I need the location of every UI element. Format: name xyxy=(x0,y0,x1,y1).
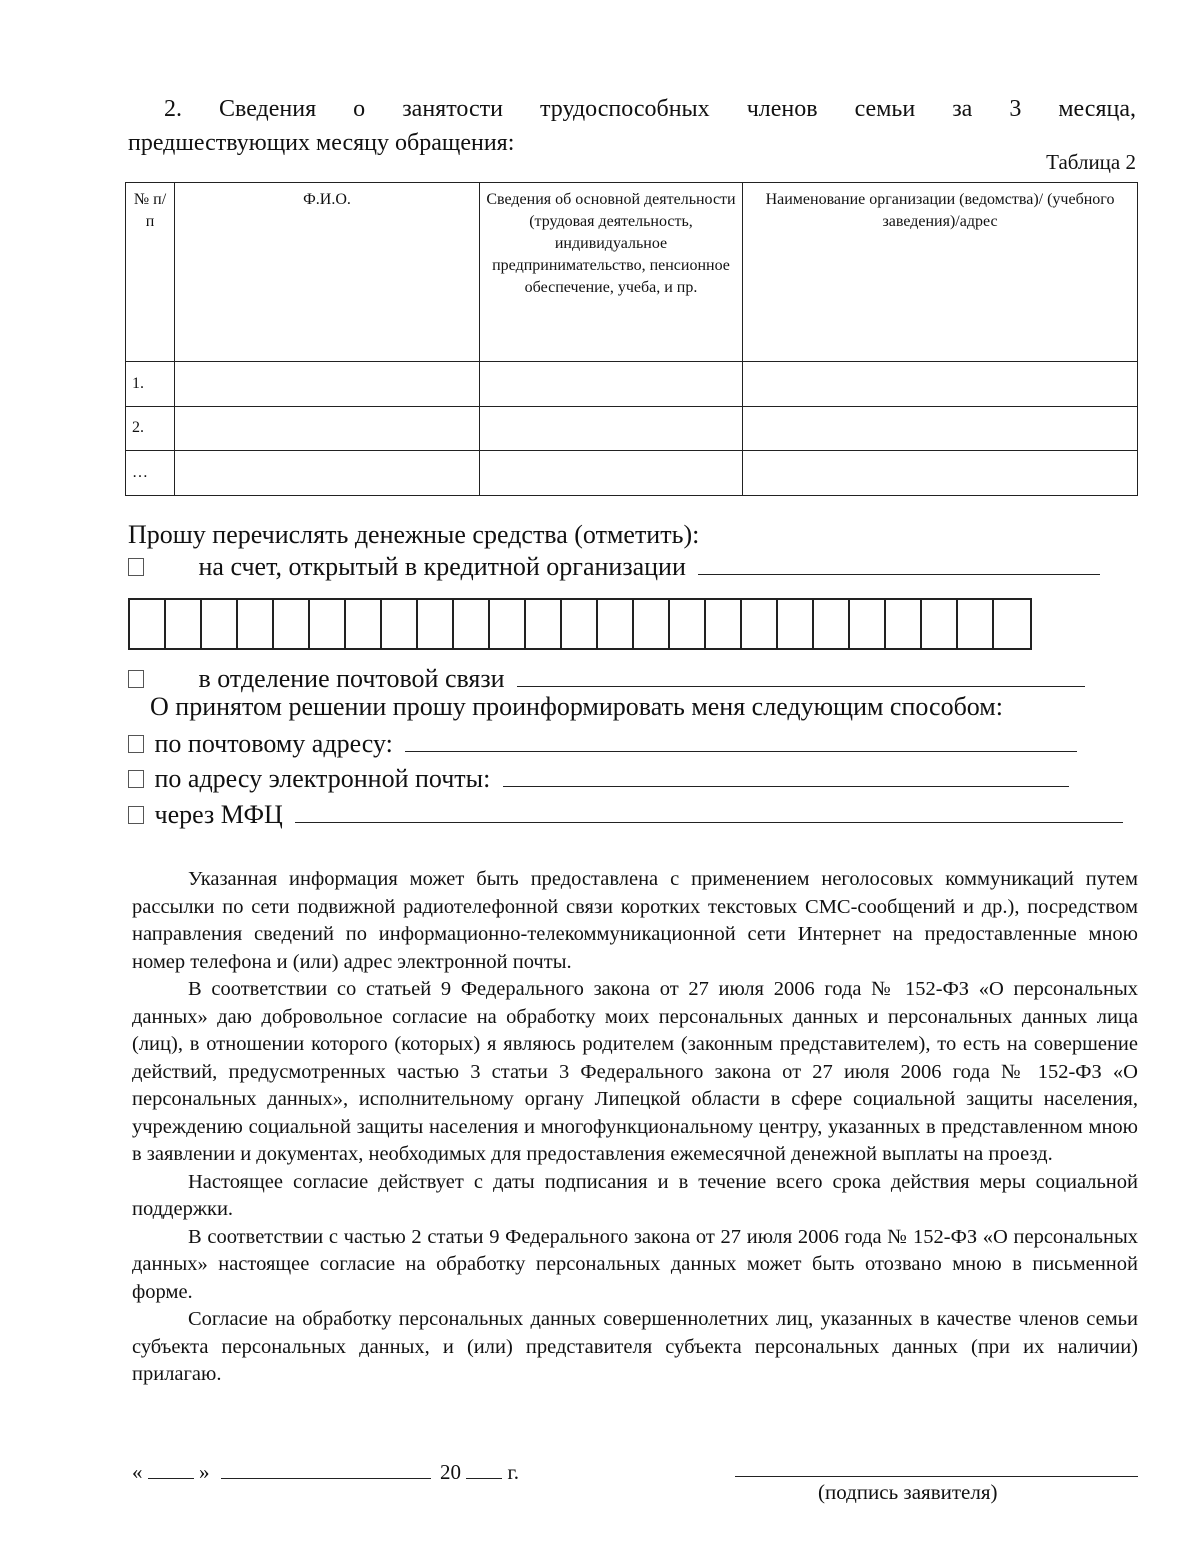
post-checkbox[interactable] xyxy=(128,670,144,688)
notify-option-email xyxy=(128,764,1069,794)
account-digit-cell[interactable] xyxy=(706,600,742,648)
payment-option-bank xyxy=(128,552,1100,582)
account-digit-cell[interactable] xyxy=(274,600,310,648)
payment-option-post xyxy=(128,664,1085,694)
postal-option-label: по почтовому адресу: xyxy=(154,729,393,758)
consent-paragraph: В соответствии с частью 2 статьи 9 Федерального закона от 27 июля 2006 года № 152-ФЗ «О персональных данных» настоящее согласие на обработку персональных данных может быть отозвано мною в письменной форме. xyxy=(132,1225,1138,1303)
header-number: № п/п xyxy=(126,183,175,362)
account-digit-cell[interactable] xyxy=(886,600,922,648)
section-heading xyxy=(128,92,1136,160)
mfc-checkbox[interactable] xyxy=(128,806,144,824)
account-digit-cell[interactable] xyxy=(166,600,202,648)
name-cell[interactable] xyxy=(175,451,480,496)
account-digit-cell[interactable] xyxy=(238,600,274,648)
account-digit-cell[interactable] xyxy=(670,600,706,648)
organization-cell[interactable] xyxy=(743,406,1138,451)
month-field[interactable] xyxy=(221,1460,431,1479)
account-digit-cell[interactable] xyxy=(958,600,994,648)
account-digit-cell[interactable] xyxy=(490,600,526,648)
table-caption: Таблица 2 xyxy=(1046,150,1136,174)
account-digit-cell[interactable] xyxy=(742,600,778,648)
account-digit-cell[interactable] xyxy=(778,600,814,648)
post-office-field[interactable] xyxy=(517,664,1085,687)
consent-paragraph: Настоящее согласие действует с даты подписания и в течение всего срока действия меры социальной поддержки. xyxy=(132,1170,1138,1220)
activity-cell[interactable] xyxy=(480,361,743,406)
account-digit-cell[interactable] xyxy=(814,600,850,648)
year-suffix: г. xyxy=(507,1460,519,1484)
email-checkbox[interactable] xyxy=(128,770,144,788)
day-field[interactable] xyxy=(148,1460,194,1479)
account-digit-cell[interactable] xyxy=(346,600,382,648)
email-address-field[interactable] xyxy=(503,764,1069,787)
date-line xyxy=(132,1460,519,1485)
employment-table xyxy=(125,182,1138,496)
account-digit-cell[interactable] xyxy=(598,600,634,648)
table-row xyxy=(126,451,1138,496)
section-heading-line2: предшествующих месяцу обращения: xyxy=(128,130,515,156)
signature-label: (подпись заявителя) xyxy=(818,1480,998,1504)
account-digit-cell[interactable] xyxy=(202,600,238,648)
table-row xyxy=(126,406,1138,451)
activity-cell[interactable] xyxy=(480,451,743,496)
quote-open: « xyxy=(132,1460,143,1484)
year-prefix: 20 xyxy=(440,1460,461,1484)
section-heading-line1: 2. Сведения о занятости трудоспособных членов семьи за 3 месяца, xyxy=(164,96,1136,122)
signature-field[interactable] xyxy=(735,1476,1138,1477)
account-digit-cell[interactable] xyxy=(454,600,490,648)
activity-cell[interactable] xyxy=(480,406,743,451)
email-option-label: по адресу электронной почты: xyxy=(154,764,491,793)
account-digit-cell[interactable] xyxy=(562,600,598,648)
account-digit-cell[interactable] xyxy=(994,600,1030,648)
year-field[interactable] xyxy=(466,1460,502,1479)
notify-option-mfc xyxy=(128,800,1123,830)
name-cell[interactable] xyxy=(175,361,480,406)
account-digit-cell[interactable] xyxy=(382,600,418,648)
organization-cell[interactable] xyxy=(743,361,1138,406)
mfc-field[interactable] xyxy=(295,800,1123,823)
account-digit-cell[interactable] xyxy=(922,600,958,648)
consent-paragraph: Указанная информация может быть предоставлена с применением неголосовых коммуникаций путем рассылки по сети подвижной радиотелефонной связи коротких текстовых СМС-сообщений и др.), посредством направления сведений по информационно-телекоммуникационной сети Интернет на предоставленные мною номер телефона и (или) адрес электронной почты. xyxy=(132,868,1138,973)
header-main-activity: Сведения об основной деятельности (трудовая деятельность, индивидуальное предпринимательство, пенсионное обеспечение, учеба, и пр. xyxy=(480,183,743,362)
quote-close: » xyxy=(199,1460,210,1484)
account-number-cells xyxy=(128,598,1032,650)
account-digit-cell[interactable] xyxy=(526,600,562,648)
table-row xyxy=(126,361,1138,406)
account-digit-cell[interactable] xyxy=(130,600,166,648)
consent-paragraph: В соответствии со статьей 9 Федерального закона от 27 июля 2006 года № 152-ФЗ «О персональных данных» даю добровольное согласие на обработку моих персональных данных и персональных данных лица (лиц), в отношении которого (которых) я являюсь родителем (законным представителем), то есть на совершение действий, предусмотренных частью 3 статьи 3 Федерального закона от 27 июля 2006 года № 152-ФЗ «О персональных данных», исполнительному органу Липецкой области в сфере социальной защиты населения, учреждению социальной защиты населения и многофункциональному центру, указанных в представленном мною в заявлении и документах, необходимых для предоставления ежемесячной денежной выплаты на проезд. xyxy=(132,978,1138,1165)
account-digit-cell[interactable] xyxy=(310,600,346,648)
notify-title: О принятом решении прошу проинформировать меня следующим способом: xyxy=(150,692,1003,721)
bank-option-label: на счет, открытый в кредитной организации xyxy=(198,552,686,581)
header-organization: Наименование организации (ведомства)/ (учебного заведения)/адрес xyxy=(743,183,1138,362)
post-option-label: в отделение почтовой связи xyxy=(198,664,505,693)
account-digit-cell[interactable] xyxy=(634,600,670,648)
organization-cell[interactable] xyxy=(743,451,1138,496)
payment-title: Прошу перечислять денежные средства (отметить): xyxy=(128,520,700,549)
bank-name-field[interactable] xyxy=(698,552,1100,575)
mfc-option-label: через МФЦ xyxy=(154,800,283,829)
postal-address-field[interactable] xyxy=(405,729,1077,752)
account-digit-cell[interactable] xyxy=(850,600,886,648)
bank-checkbox[interactable] xyxy=(128,558,144,576)
consent-text xyxy=(132,866,1138,1389)
name-cell[interactable] xyxy=(175,406,480,451)
notify-option-postal xyxy=(128,729,1077,759)
header-full-name: Ф.И.О. xyxy=(175,183,480,362)
row-number: 2. xyxy=(126,406,175,451)
row-number: … xyxy=(126,451,175,496)
consent-paragraph: Согласие на обработку персональных данных совершеннолетних лиц, указанных в качестве членов семьи субъекта персональных данных, и (или) представителя субъекта персональных данных (при их наличии) прилагаю. xyxy=(132,1308,1138,1385)
table-header-row xyxy=(126,183,1138,362)
row-number: 1. xyxy=(126,361,175,406)
postal-checkbox[interactable] xyxy=(128,735,144,753)
account-digit-cell[interactable] xyxy=(418,600,454,648)
